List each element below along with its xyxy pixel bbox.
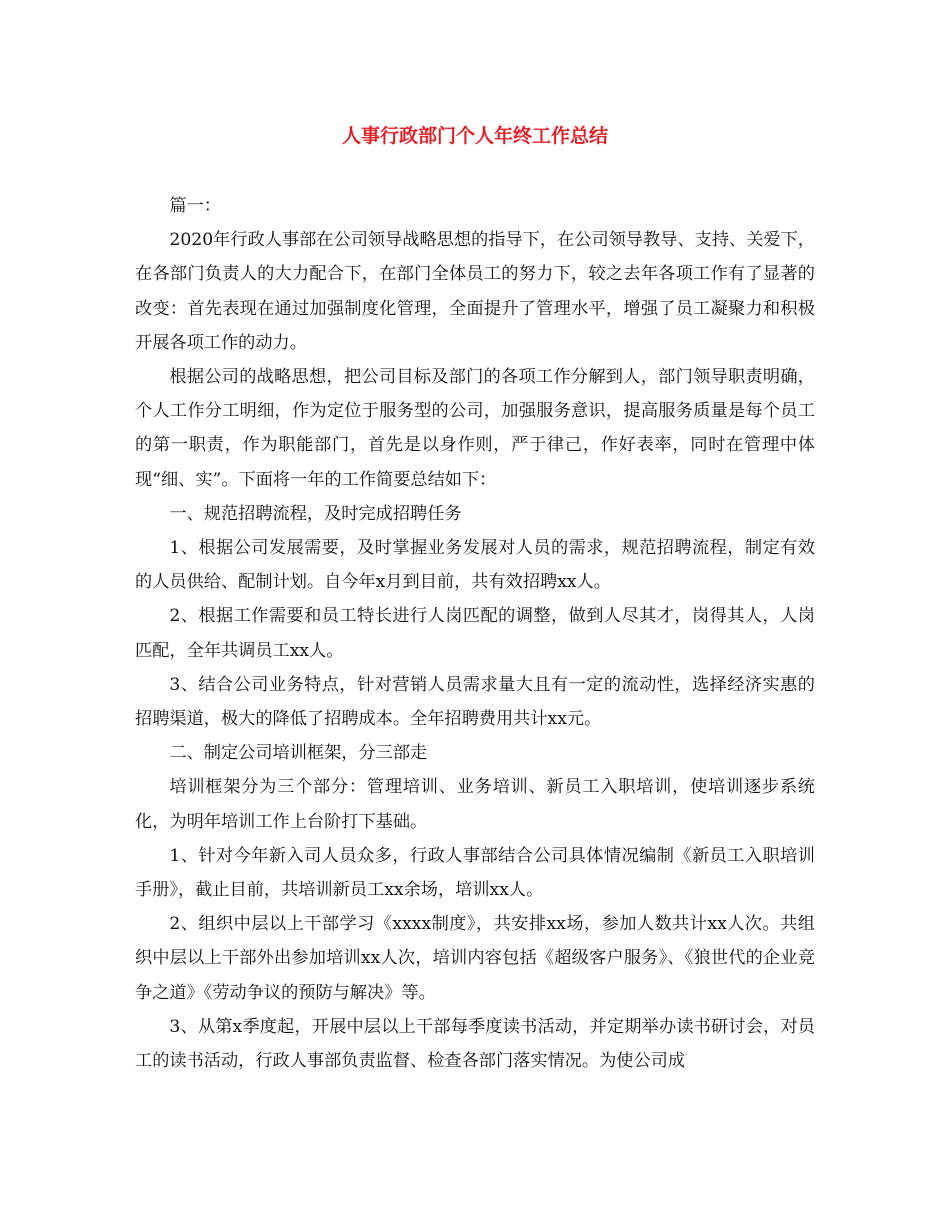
paragraph-section-label: 篇一： (169, 196, 221, 216)
heading-recruitment: 一、规范招聘流程，及时完成招聘任务 (169, 503, 462, 524)
paragraph-training-2: 2、组织中层以上干部学习《xxxx制度》，共安排xx场，参加人数共计xx人次。共组织中层以上干部外出参加培训xx人次，培训内容包括《超级客户服务》、《狼世代的企业竞争之道》《劳动争议的预防与解决》等。 (135, 914, 815, 1003)
paragraph-training-3: 3、从第x季度起，开展中层以上干部每季度读书活动，并定期举办读书研讨会，对员工的读书活动，行政人事部负责监督、检查各部门落实情况。为使公司成 (135, 1016, 815, 1072)
document-body (135, 189, 815, 1078)
paragraph-training-1: 1、针对今年新入司人员众多，行政人事部结合公司具体情况编制《新员工入职培训手册》，截止目前，共培训新员工xx余场，培训xx人。 (135, 845, 815, 901)
heading-training: 二、制定公司培训框架，分三部走 (169, 743, 428, 764)
paragraph-training-framework: 培训框架分为三个部分：管理培训、业务培训、新员工入职培训，使培训逐步系统化，为明年培训工作上台阶打下基础。 (135, 777, 815, 832)
paragraph-recruitment-2: 2、根据工作需要和员工特长进行人岗匹配的调整，做到人尽其才，岗得其人，人岗匹配，全年共调员工xx人。 (135, 606, 815, 661)
paragraph-recruitment-1: 1、根据公司发展需要，及时掌握业务发展对人员的需求，规范招聘流程，制定有效的人员供给、配制计划。自今年x月到目前，共有效招聘xx人。 (135, 538, 815, 593)
paragraph-intro: 2020年行政人事部在公司领导战略思想的指导下，在公司领导教导、支持、关爱下，在各部门负责人的大力配合下，在部门全体员工的努力下，较之去年各项工作有了显著的改变：首先表现在通过加强制度化管理，全面提升了管理水平，增强了员工凝聚力和积极开展各项工作的动力。 (135, 230, 815, 353)
paragraph-strategy: 根据公司的战略思想，把公司目标及部门的各项工作分解到人，部门领导职责明确，个人工作分工明细，作为定位于服务型的公司，加强服务意识，提高服务质量是每个员工的第一职责，作为职能部门，首先是以身作则，严于律己，作好表率，同时在管理中体现“细、实”。下面将一年的工作简要总结如下： (135, 367, 815, 490)
paragraph-recruitment-3: 3、结合公司业务特点，针对营销人员需求量大且有一定的流动性，选择经济实惠的招聘渠道，极大的降低了招聘成本。全年招聘费用共计xx元。 (135, 674, 815, 730)
document-title: 人事行政部门个人年终工作总结 (341, 125, 608, 147)
